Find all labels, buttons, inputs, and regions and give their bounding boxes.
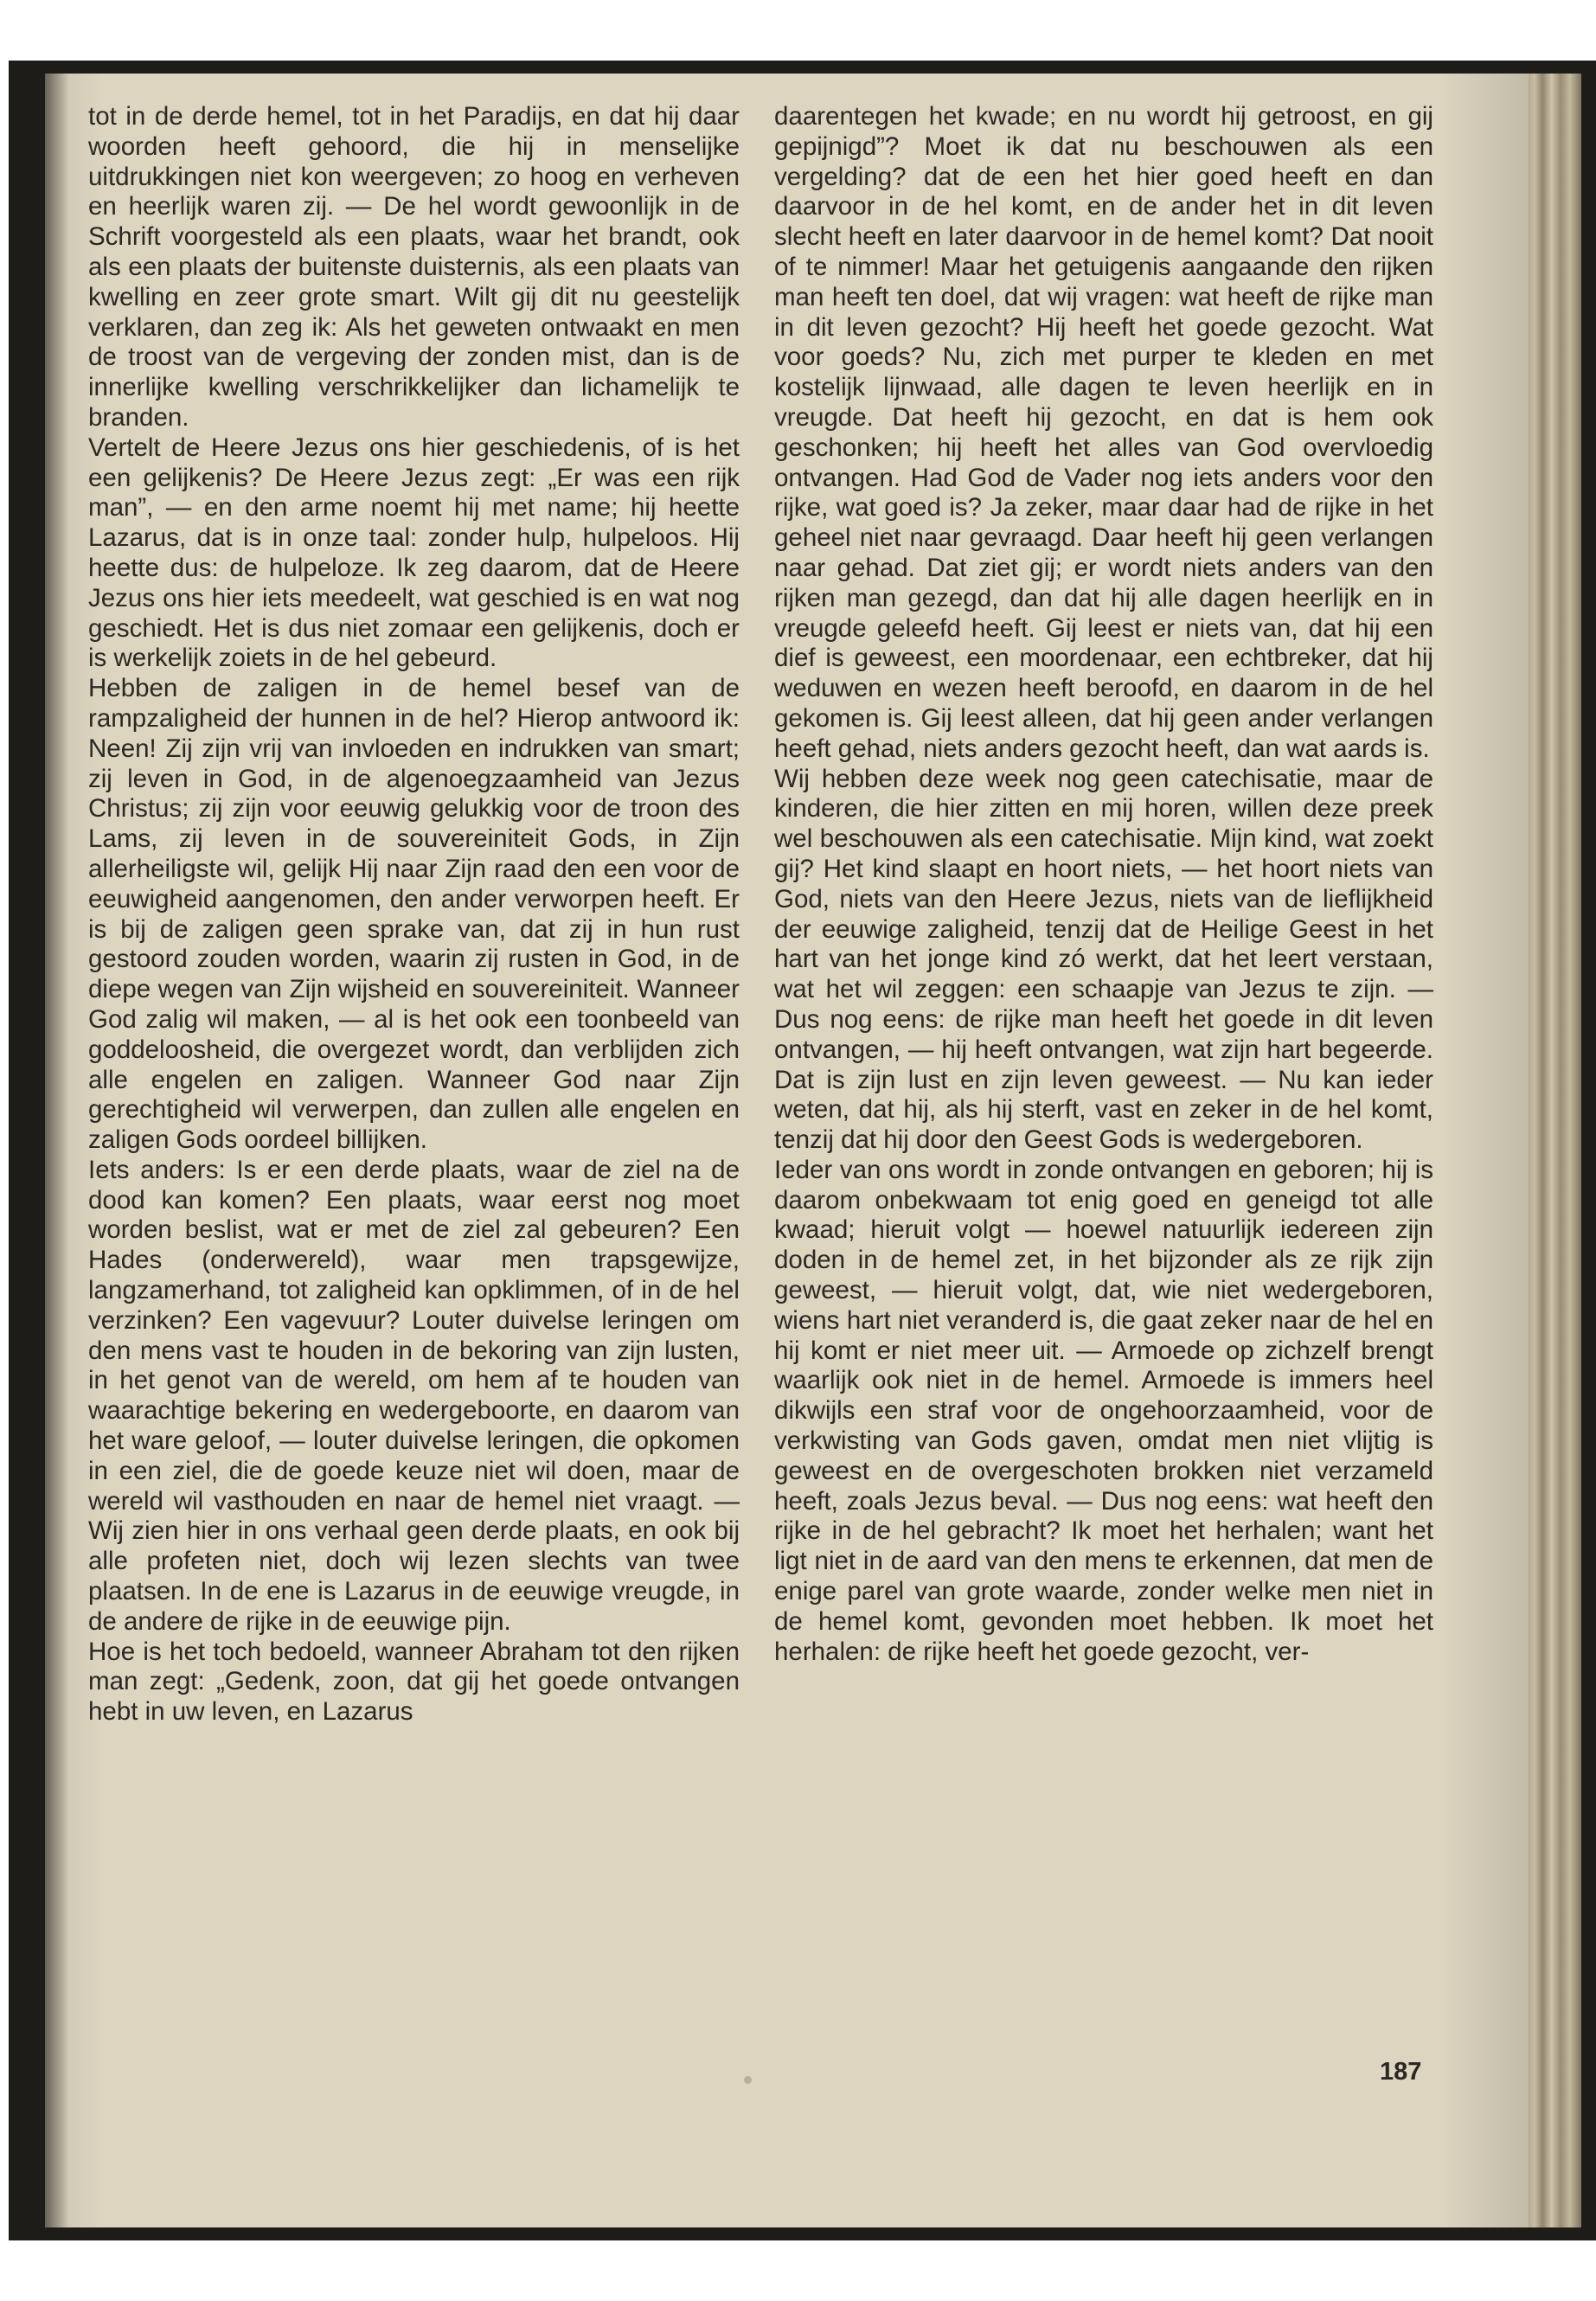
left-paragraph-1: tot in de derde hemel, tot in het Paradijs, en dat hij daar woorden heeft gehoord, die hij in menselijke uitdrukkingen niet kon weergeven; zo hoog en verheven en heerlijk waren zij. — De hel wordt gewoonlijk in de Schrift voorgesteld als een plaats, waar het brandt, ook als een plaats der buitenste duisternis, als een plaats van kwelling en zeer grote smart. Wilt gij dit nu geestelijk verklaren, dan zeg ik: Als het geweten ontwaakt en men de troost van de vergeving der zonden mist, dan is de innerlijke kwelling verschrikkelijker dan lichamelijk te branden. <box>88 102 740 432</box>
left-paragraph-5: Hoe is het toch bedoeld, wanneer Abraham tot den rijken man zegt: „Gedenk, zoon, dat gij het goede ontvangen hebt in uw leven, en Lazarus <box>88 1637 740 1727</box>
margin-dot <box>744 2076 752 2084</box>
right-paragraph-1: daarentegen het kwade; en nu wordt hij getroost, en gij gepijnigd”? Moet ik dat nu beschouwen als een vergelding? dat de een het hier goed heeft en dan daarvoor in de hel komt, en de ander het in dit leven slecht heeft en later daarvoor in de hemel komt? Dat nooit of te nimmer! Maar het getuigenis aangaande den rijken man heeft ten doel, dat wij vragen: wat heeft de rijke man in dit leven gezocht? Hij heeft het goede gezocht. Wat voor goeds? Nu, zich met purper te kleden en met kostelijk lijnwaad, alle dagen te leven heerlijk en in vreugde. Dat heeft hij gezocht, en dat is hem ook geschonken; hij heeft het alles van God overvloedig ontvangen. Had God de Vader nog iets anders voor den rijke, wat goed is? Ja zeker, maar daar had de rijke in het geheel niet naar gevraagd. Daar heeft hij geen verlangen naar gehad. Dat ziet gij; er wordt niets anders van den rijken man gezegd, dan dat hij alle dagen heerlijk en in vreugde geleefd heeft. Gij leest er niets van, dat hij een dief is geweest, een moordenaar, een echtbreker, dat hij weduwen en wezen heeft beroofd, en daarom in de hel gekomen is. Gij leest alleen, dat hij geen ander verlangen heeft gehad, niets anders gezocht heeft, dan wat aards is. <box>774 102 1433 763</box>
left-paragraph-3: Hebben de zaligen in de hemel besef van de rampzaligheid der hunnen in de hel? Hierop antwoord ik: Neen! Zij zijn vrij van invloeden en indrukken van smart; zij leven in God, in de algenoegzaamheid van Jezus Christus; zij zijn voor eeuwig gelukkig voor de troon des Lams, zij leven in de souvereiniteit Gods, in Zijn allerheiligste wil, gelijk Hij naar Zijn raad den een voor de eeuwigheid aangenomen, den ander verworpen heeft. Er is bij de zaligen geen sprake van, dat zij in hun rust gestoord zouden worden, waarin zij rusten in God, in de diepe wegen van Zijn wijsheid en souvereiniteit. Wanneer God zalig wil maken, — al is het ook een toonbeeld van goddeloosheid, die overgezet wordt, dan verblijden zich alle engelen en zaligen. Wanneer God naar Zijn gerechtigheid wil verwerpen, dan zullen alle engelen en zaligen Gods oordeel billijken. <box>88 674 740 1155</box>
right-paragraph-3: Ieder van ons wordt in zonde ontvangen en geboren; hij is daarom onbekwaam tot enig goed en geneigd tot alle kwaad; hieruit volgt — hoewel natuurlijk iedereen zijn doden in de hemel zet, in het bijzonder als ze rijk zijn geweest, — hieruit volgt, dat, wie niet wedergeboren, wiens hart niet veranderd is, die gaat zeker naar de hel en hij komt er niet meer uit. — Armoede op zichzelf brengt waarlijk ook niet in de hemel. Armoede is immers heel dikwijls een straf voor de ongehoorzaamheid, voor de verkwisting van Gods gaven, omdat men niet vlijtig is geweest en de overgeschoten brokken niet verzameld heeft, zoals Jezus beval. — Dus nog eens: wat heeft den rijke in de hel gebracht? Ik moet het herhalen; want het ligt niet in de aard van den mens te erkennen, dat men de enige parel van grote waarde, zonder welke men niet in de hemel komt, gevonden moet hebben. Ik moet het herhalen: de rijke heeft het goede gezocht, ver- <box>774 1155 1433 1666</box>
right-paragraph-2: Wij hebben deze week nog geen catechisatie, maar de kinderen, die hier zitten en mij horen, willen deze preek wel beschouwen als een catechisatie. Mijn kind, wat zoekt gij? Het kind slaapt en hoort niets, — het hoort niets van God, niets van den Heere Jezus, niets van de lieflijkheid der eeuwige zaligheid, tenzij dat de Heilige Geest in het hart van het jonge kind zó werkt, dat het leert verstaan, wat het wil zeggen: een schaapje van Jezus te zijn. — Dus nog eens: de rijke man heeft het goede in dit leven ontvangen, — hij heeft ontvangen, wat zijn hart begeerde. Dat is zijn lust en zijn leven geweest. — Nu kan ieder weten, dat hij, als hij sterft, vast en zeker in de hel komt, tenzij dat hij door den Geest Gods is wedergeboren. <box>774 764 1433 1155</box>
left-paragraph-4: Iets anders: Is er een derde plaats, waar de ziel na de dood kan komen? Een plaats, waar eerst nog moet worden beslist, wat er met de ziel zal gebeuren? Een Hades (onderwereld), waar men trapsgewijze, langzamerhand, tot zaligheid kan opklimmen, of in de hel verzinken? Een vagevuur? Louter duivelse leringen om den mens vast te houden in de bekoring van zijn lusten, in het genot van de wereld, om hem af te houden van waarachtige bekering en wedergeboorte, en daarom van het ware geloof, — louter duivelse leringen, die opkomen in een ziel, die de goede keuze niet wil doen, maar de wereld wil vasthouden en naar de hemel niet vraagt. — Wij zien hier in ons verhaal geen derde plaats, en ook bij alle profeten niet, doch wij lezen slechts van twee plaatsen. In de ene is Lazarus in de eeuwige vreugde, in de andere de rijke in de eeuwige pijn. <box>88 1155 740 1636</box>
left-paragraph-2: Vertelt de Heere Jezus ons hier geschiedenis, of is het een gelijkenis? De Heere Jezus zegt: „Er was een rijk man”, — en den arme noemt hij met name; hij heette Lazarus, dat is in onze taal: zonder hulp, hulpeloos. Hij heette dus: de hulpeloze. Ik zeg daarom, dat de Heere Jezus ons hier iets meedeelt, wat geschied is en wat nog geschiedt. Het is dus niet zomaar een gelijkenis, doch er is werkelijk zoiets in de hel gebeurd. <box>88 433 740 673</box>
book-page-edges <box>1524 74 1581 2227</box>
gutter-shadow <box>45 74 69 2227</box>
page-number: 187 <box>1380 2058 1422 2086</box>
right-text-column <box>774 102 1433 1667</box>
left-text-column <box>88 102 740 1727</box>
